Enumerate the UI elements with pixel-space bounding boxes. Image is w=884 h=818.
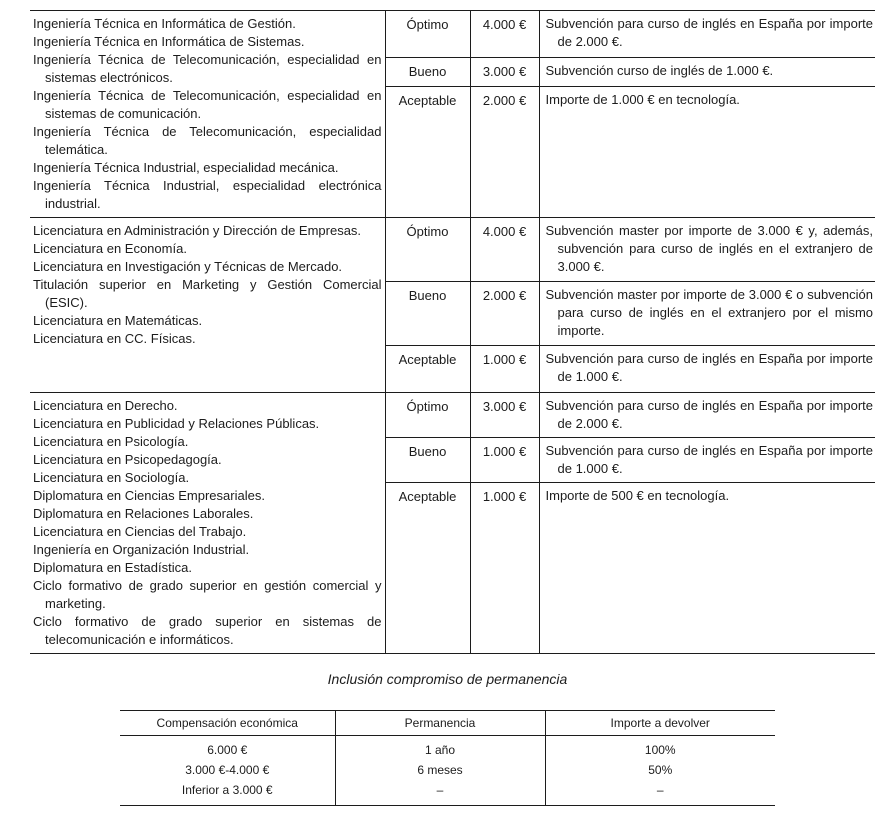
rating-cell: Óptimo (385, 11, 470, 58)
degree-item: Licenciatura en CC. Físicas. (33, 331, 196, 346)
degree-item: Ingeniería Técnica de Telecomunicación, especialidad telemática. (33, 124, 382, 157)
benefit-text: Subvención curso de inglés de 1.000 €. (545, 63, 774, 78)
amount-cell: 2.000 € (470, 87, 539, 218)
rating-cell: Bueno (385, 282, 470, 346)
degree-item: Ingeniería Técnica en Informática de Sistemas. (33, 34, 305, 49)
table-row (30, 11, 875, 58)
degree-item: Ingeniería Técnica Industrial, especialidad electrónica industrial. (33, 178, 382, 211)
degree-item: Ingeniería Técnica de Telecomunicación, especialidad en sistemas de comunicación. (33, 88, 382, 121)
amount-cell: 4.000 € (470, 218, 539, 282)
amount-cell: 3.000 € (470, 58, 539, 87)
degree-list-group-2 (30, 218, 385, 393)
amount-cell: 2.000 € (470, 282, 539, 346)
degree-item: Diplomatura en Relaciones Laborales. (33, 506, 254, 521)
table-row (30, 218, 875, 282)
permanencia-cell: 1 año (335, 736, 545, 761)
rating-cell: Aceptable (385, 87, 470, 218)
degree-item: Ingeniería Técnica Industrial, especialidad mecánica. (33, 160, 339, 175)
table-header-row (120, 711, 775, 736)
degree-item: Licenciatura en Ciencias del Trabajo. (33, 524, 247, 539)
benefit-text: Subvención para curso de inglés en España por importe de 1.000 €. (545, 351, 873, 384)
amount-cell: 1.000 € (470, 438, 539, 483)
rating-cell: Aceptable (385, 346, 470, 393)
importe-cell: 50% (545, 760, 775, 780)
degree-item: Licenciatura en Publicidad y Relaciones Públicas. (33, 416, 320, 431)
benefit-text: Importe de 1.000 € en tecnología. (545, 92, 740, 107)
amount-cell: 1.000 € (470, 346, 539, 393)
benefit-cell (539, 218, 875, 282)
degree-list-group-1 (30, 11, 385, 218)
importe-cell: 100% (545, 736, 775, 761)
degree-item: Licenciatura en Psicología. (33, 434, 189, 449)
degree-item: Ciclo formativo de grado superior en gestión comercial y marketing. (33, 578, 382, 611)
benefit-cell (539, 346, 875, 393)
degree-item: Ingeniería en Organización Industrial. (33, 542, 250, 557)
permanencia-cell: – (335, 780, 545, 806)
amount-cell: 3.000 € (470, 393, 539, 438)
amount-cell: 4.000 € (470, 11, 539, 58)
degree-item: Licenciatura en Investigación y Técnicas de Mercado. (33, 259, 343, 274)
rating-cell: Bueno (385, 438, 470, 483)
degree-list-group-3 (30, 393, 385, 654)
degree-item: Diplomatura en Ciencias Empresariales. (33, 488, 265, 503)
degree-item: Licenciatura en Psicopedagogía. (33, 452, 222, 467)
table-row (120, 780, 775, 806)
rating-cell: Bueno (385, 58, 470, 87)
degree-item: Licenciatura en Sociología. (33, 470, 190, 485)
header-importe: Importe a devolver (545, 711, 775, 736)
degree-item: Ciclo formativo de grado superior en sistemas de telecomunicación e informáticos. (33, 614, 382, 647)
benefit-text: Subvención para curso de inglés en España por importe de 1.000 €. (545, 443, 873, 476)
compensacion-cell: 3.000 €-4.000 € (185, 763, 270, 777)
table-row (120, 760, 775, 780)
rating-cell: Óptimo (385, 393, 470, 438)
permanence-title: Inclusión compromiso de permanencia (327, 671, 568, 687)
benefit-text: Subvención para curso de inglés en España por importe de 2.000 €. (545, 398, 873, 431)
header-compensacion: Compensación económica (120, 711, 335, 736)
degree-item: Ingeniería Técnica de Telecomunicación, especialidad en sistemas electrónicos. (33, 52, 382, 85)
table-row (30, 393, 875, 438)
degree-item: Ingeniería Técnica en Informática de Gestión. (33, 16, 296, 31)
benefit-cell (539, 282, 875, 346)
benefit-cell (539, 438, 875, 483)
importe-cell: – (545, 780, 775, 806)
benefit-text: Subvención master por importe de 3.000 € o subvención para curso de inglés en el extranjero por el mismo importe. (545, 287, 873, 338)
permanencia-cell: 6 meses (335, 760, 545, 780)
header-permanencia: Permanencia (335, 711, 545, 736)
benefit-cell (539, 87, 875, 218)
rating-cell: Aceptable (385, 483, 470, 654)
benefit-text: Subvención para curso de inglés en España por importe de 2.000 €. (545, 16, 873, 49)
benefit-text: Subvención master por importe de 3.000 € y, además, subvención para curso de inglés en el extranjero de 3.000 €. (545, 223, 873, 274)
amount-cell: 1.000 € (470, 483, 539, 654)
degree-item: Licenciatura en Derecho. (33, 398, 178, 413)
permanence-table (120, 710, 775, 806)
degree-item: Licenciatura en Administración y Dirección de Empresas. (33, 223, 362, 238)
benefit-text: Importe de 500 € en tecnología. (545, 488, 730, 503)
benefit-cell (539, 58, 875, 87)
compensacion-cell: 6.000 € (207, 743, 248, 757)
degree-item: Titulación superior en Marketing y Gestión Comercial (ESIC). (33, 277, 382, 310)
degree-item: Licenciatura en Economía. (33, 241, 187, 256)
benefit-cell (539, 483, 875, 654)
degree-item: Diplomatura en Estadística. (33, 560, 192, 575)
rating-cell: Óptimo (385, 218, 470, 282)
table-row (120, 736, 775, 761)
benefit-cell (539, 393, 875, 438)
degree-item: Licenciatura en Matemáticas. (33, 313, 203, 328)
benefit-cell (539, 11, 875, 58)
grants-table (30, 10, 875, 654)
compensacion-cell: Inferior a 3.000 € (181, 783, 273, 797)
